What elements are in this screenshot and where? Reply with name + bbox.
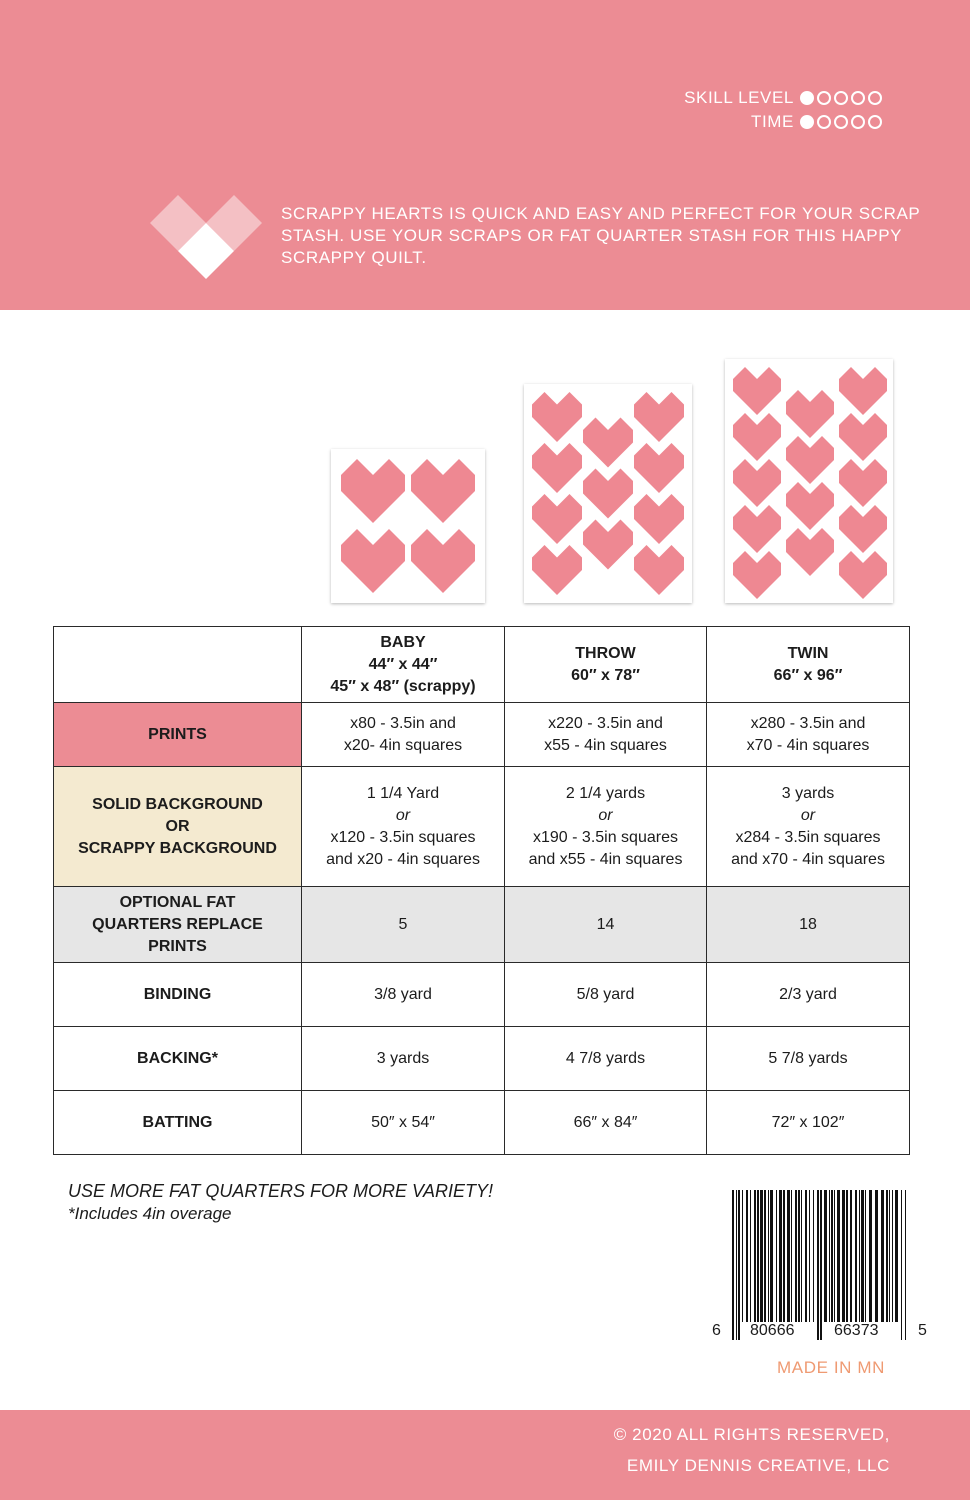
barcode-bar — [889, 1190, 890, 1322]
heart-icon — [839, 505, 887, 553]
cell-text: or — [800, 806, 816, 824]
cell-text: x284 - 3.5in squares — [735, 828, 881, 846]
cell-text: BACKING* — [137, 1049, 218, 1067]
barcode-bar — [842, 1190, 845, 1322]
barcode-bar — [895, 1190, 898, 1322]
barcode-bar — [846, 1190, 848, 1322]
barcode-bar — [837, 1190, 840, 1322]
barcode-bar — [881, 1190, 884, 1322]
table-cell — [707, 963, 910, 1027]
barcode-bar — [831, 1190, 833, 1322]
barcode-bar — [859, 1190, 860, 1322]
barcode-bar — [850, 1190, 852, 1322]
cell-text: 4 7/8 yards — [565, 1049, 646, 1067]
cell-text: PRINTS — [148, 937, 207, 955]
company-line: EMILY DENNIS CREATIVE, LLC — [626, 1456, 890, 1475]
heart-icon — [583, 520, 633, 570]
cell-text: x120 - 3.5in squares — [330, 828, 476, 846]
cell-text: OR — [165, 817, 190, 835]
cell-text: 3 yards — [781, 784, 835, 802]
quilt-diagram-baby — [331, 449, 485, 603]
cell-text: 72″ x 102″ — [771, 1113, 845, 1131]
barcode — [730, 1190, 908, 1340]
heart-icon — [634, 392, 684, 442]
cell-text: 66″ x 96″ — [773, 666, 843, 684]
cell-text: 3/8 yard — [374, 985, 432, 1003]
heart-logo-icon — [150, 195, 262, 279]
table-cell — [302, 963, 505, 1027]
cell-text: PRINTS — [148, 725, 207, 743]
heart-icon — [733, 551, 781, 599]
pattern-description: SCRAPPY HEARTS IS QUICK AND EASY AND PERFECT FOR YOUR SCRAP STASH. USE YOUR SCRAPS OR FAT QUARTER STASH FOR THIS HAPPY SCRAPPY QUILT. — [281, 204, 921, 267]
cell-text: BINDING — [143, 985, 212, 1003]
rating-dot-empty-icon — [851, 115, 865, 129]
cell-text: and x55 - 4in squares — [528, 850, 683, 868]
row-label — [54, 1027, 302, 1091]
heart-icon — [733, 367, 781, 415]
heart-icon — [411, 529, 475, 593]
heart-icon — [341, 529, 405, 593]
fabric-requirements-table — [53, 626, 910, 1155]
table-row — [54, 703, 910, 767]
table-cell — [505, 963, 707, 1027]
barcode-last-digit: 5 — [918, 1322, 927, 1339]
heart-icon — [733, 413, 781, 461]
table-cell — [707, 703, 910, 767]
row-label — [54, 767, 302, 887]
table-cell — [302, 703, 505, 767]
barcode-bar — [820, 1190, 822, 1340]
table-cell — [707, 767, 910, 887]
made-in-label: MADE IN MN — [777, 1358, 885, 1377]
cell-text: or — [598, 806, 613, 824]
fat-quarter-note: USE MORE FAT QUARTERS FOR MORE VARIETY! — [68, 1181, 494, 1201]
cell-text: QUARTERS REPLACE — [92, 915, 263, 933]
table-row — [54, 887, 910, 963]
time-rating — [684, 110, 882, 134]
skill-level-rating — [684, 86, 882, 110]
heart-icon — [532, 545, 582, 595]
cell-text: TWIN — [787, 644, 829, 662]
heart-icon — [532, 494, 582, 544]
quilt-throw-hearts — [524, 384, 692, 603]
barcode-bar — [865, 1190, 866, 1322]
quilt-twin-hearts — [725, 359, 893, 603]
table-cell — [707, 1027, 910, 1091]
size-column-header — [302, 627, 505, 703]
barcode-bar — [817, 1190, 819, 1340]
barcode-bar — [892, 1190, 893, 1322]
quilt-diagram-throw — [524, 384, 692, 603]
barcode-bar — [875, 1190, 878, 1322]
cell-text: OPTIONAL FAT — [119, 893, 236, 911]
barcode-bar — [801, 1190, 802, 1322]
cell-text: 3 yards — [376, 1049, 430, 1067]
table-cell — [707, 887, 910, 963]
barcode-bar — [861, 1190, 864, 1322]
heart-icon — [786, 436, 834, 484]
cell-text: 2/3 yard — [779, 985, 837, 1003]
cell-text: SOLID BACKGROUND — [92, 795, 263, 813]
heart-icon — [634, 494, 684, 544]
cell-text: 5/8 yard — [576, 985, 635, 1003]
barcode-bar — [869, 1190, 872, 1322]
table-row — [54, 1091, 910, 1155]
barcode-bar — [834, 1190, 835, 1322]
table-cell — [302, 887, 505, 963]
barcode-bar — [855, 1190, 857, 1322]
barcode-bar — [791, 1190, 792, 1322]
size-column-header — [505, 627, 707, 703]
row-label — [54, 887, 302, 963]
barcode-bar — [886, 1190, 888, 1322]
cell-text: 5 — [398, 915, 408, 933]
heart-icon — [532, 392, 582, 442]
barcode-bar — [736, 1190, 737, 1340]
table-cell — [302, 767, 505, 887]
heart-icon — [733, 505, 781, 553]
table-cell — [302, 1027, 505, 1091]
cell-text: 66″ x 84″ — [573, 1113, 638, 1131]
rating-dot-filled-icon — [800, 91, 814, 105]
cell-text: or — [395, 806, 411, 824]
cell-text: BATTING — [142, 1113, 213, 1131]
ratings — [684, 86, 882, 134]
skill-level-label: SKILL LEVEL — [684, 88, 794, 107]
table-row — [54, 963, 910, 1027]
barcode-bar — [779, 1190, 782, 1322]
heart-icon — [839, 551, 887, 599]
heart-icon — [839, 367, 887, 415]
heart-icon — [786, 390, 834, 438]
barcode-bar — [742, 1190, 743, 1322]
barcode-bar — [813, 1190, 814, 1322]
time-dots — [800, 115, 882, 129]
copyright-line: © 2020 ALL RIGHTS RESERVED, — [613, 1425, 890, 1444]
overage-note: *Includes 4in overage — [68, 1204, 232, 1223]
skill-level-dots — [800, 91, 882, 105]
cell-text: BABY — [380, 633, 426, 651]
cell-text: x80 - 3.5in and — [350, 714, 456, 732]
cell-text: and x70 - 4in squares — [731, 850, 885, 868]
cell-text: and x20 - 4in squares — [326, 850, 480, 868]
cell-text: SCRAPPY BACKGROUND — [78, 839, 277, 857]
rating-dot-empty-icon — [834, 91, 848, 105]
cell-text: x190 - 3.5in squares — [533, 828, 678, 846]
table-cell — [505, 703, 707, 767]
cell-text: 5 7/8 yards — [768, 1049, 848, 1067]
barcode-right-digits: 66373 — [834, 1322, 879, 1339]
cell-text: x280 - 3.5in and — [750, 714, 866, 732]
heart-icon — [583, 418, 633, 468]
barcode-bar — [824, 1190, 827, 1322]
rating-dot-empty-icon — [868, 115, 882, 129]
table-corner-cell — [54, 627, 302, 703]
cell-text: x55 - 4in squares — [544, 736, 667, 754]
heart-icon — [786, 482, 834, 530]
heart-icon — [532, 443, 582, 493]
rating-dot-filled-icon — [800, 115, 814, 129]
notes — [68, 1179, 493, 1225]
barcode-bar — [805, 1190, 807, 1322]
heart-icon — [839, 413, 887, 461]
barcode-bar — [901, 1190, 902, 1340]
heart-icon — [733, 459, 781, 507]
table-cell — [302, 1091, 505, 1155]
barcode-bar — [738, 1190, 740, 1340]
barcode-bar — [760, 1190, 763, 1322]
barcode-bar — [757, 1190, 759, 1322]
cell-text: 2 1/4 yards — [565, 784, 646, 802]
rating-dot-empty-icon — [817, 91, 831, 105]
barcode-numbers — [712, 1322, 932, 1344]
barcode-bar — [783, 1190, 785, 1322]
cell-text: 44″ x 44″ — [368, 655, 438, 673]
rating-dot-empty-icon — [851, 91, 865, 105]
cell-text: 14 — [596, 915, 615, 933]
heart-icon — [634, 545, 684, 595]
cell-text: 50″ x 54″ — [371, 1113, 435, 1131]
heart-icon — [411, 459, 475, 523]
table-row — [54, 1027, 910, 1091]
table-row — [54, 767, 910, 887]
cell-text: 18 — [799, 915, 817, 933]
table-cell — [505, 1027, 707, 1091]
heart-icon — [839, 459, 887, 507]
barcode-left-digits: 80666 — [750, 1322, 795, 1339]
barcode-bar — [829, 1190, 830, 1322]
cell-text: 60″ x 78″ — [571, 666, 640, 684]
footer-banner — [0, 1410, 970, 1500]
barcode-bar — [754, 1190, 756, 1322]
table-cell — [505, 887, 707, 963]
size-column-header — [707, 627, 910, 703]
header-banner — [0, 0, 970, 310]
time-label: TIME — [750, 112, 794, 131]
cell-text: x20- 4in squares — [343, 736, 463, 754]
cell-text: 1 1/4 Yard — [366, 784, 440, 802]
barcode-bar — [795, 1190, 797, 1322]
cell-text: x70 - 4in squares — [746, 736, 870, 754]
heart-icon — [341, 459, 405, 523]
rating-dot-empty-icon — [817, 115, 831, 129]
heart-icon — [786, 528, 834, 576]
cell-text: x220 - 3.5in and — [548, 714, 663, 732]
rating-dot-empty-icon — [834, 115, 848, 129]
table-header-row — [54, 627, 910, 703]
barcode-bar — [809, 1190, 810, 1322]
quilt-diagram-twin — [725, 359, 893, 603]
row-label — [54, 703, 302, 767]
barcode-bar — [787, 1190, 790, 1322]
quilt-baby-hearts — [331, 449, 485, 603]
rating-dot-empty-icon — [868, 91, 882, 105]
row-label — [54, 1091, 302, 1155]
table-cell — [707, 1091, 910, 1155]
table-cell — [505, 767, 707, 887]
barcode-bar — [905, 1190, 906, 1340]
barcode-bar — [768, 1190, 769, 1322]
heart-icon — [634, 443, 684, 493]
heart-icon — [583, 469, 633, 519]
barcode-first-digit: 6 — [712, 1322, 721, 1339]
barcode-bar — [776, 1190, 777, 1322]
barcode-bar — [798, 1190, 800, 1322]
barcode-bar — [770, 1190, 773, 1322]
table-cell — [505, 1091, 707, 1155]
barcode-bar — [732, 1190, 734, 1340]
barcode-bar — [764, 1190, 766, 1322]
cell-text: THROW — [575, 644, 636, 662]
barcode-bar — [750, 1190, 751, 1322]
row-label — [54, 963, 302, 1027]
barcode-bar — [746, 1190, 748, 1322]
cell-text: 45″ x 48″ (scrappy) — [330, 677, 476, 695]
